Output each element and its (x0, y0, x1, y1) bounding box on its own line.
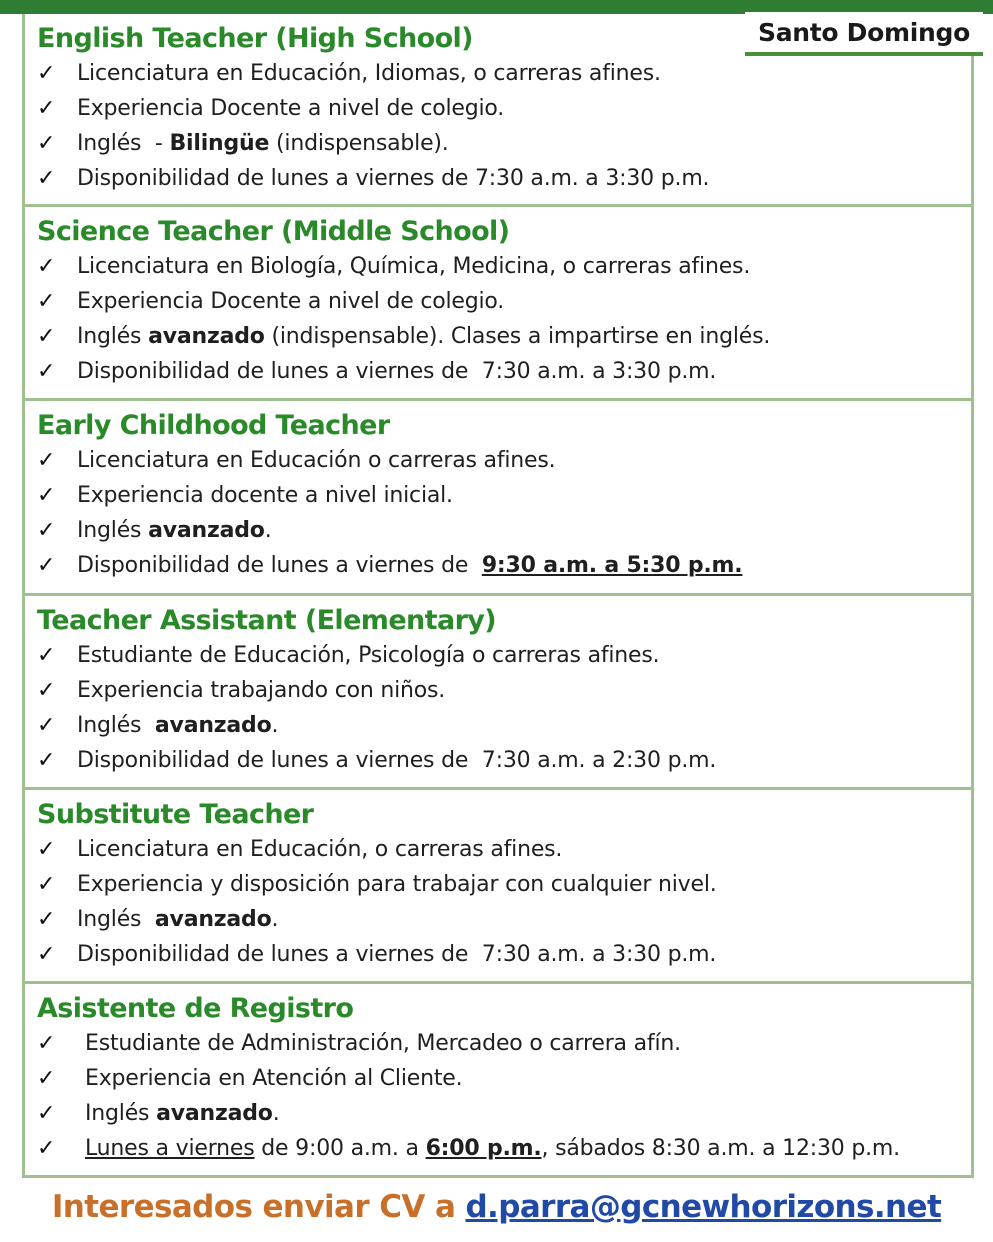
requirement-text (77, 319, 770, 354)
requirement-text-segment: Inglés (77, 713, 155, 738)
requirement-item (37, 867, 971, 902)
requirement-text (85, 1131, 900, 1166)
requirement-text (77, 937, 716, 972)
requirement-text (77, 354, 716, 389)
requirement-text-segment: Estudiante de Educación, Psicología o carreras afines. (77, 643, 660, 668)
requirement-list (37, 832, 971, 972)
requirement-text-segment: (indispensable). (269, 131, 449, 156)
checkmark-icon: ✓ (37, 553, 56, 578)
requirement-text-segment: Experiencia Docente a nivel de colegio. (77, 289, 505, 314)
requirement-text-segment: avanzado (154, 907, 272, 932)
requirement-item (37, 937, 971, 972)
requirement-item (37, 126, 971, 161)
checkmark-icon: ✓ (37, 518, 56, 543)
requirement-text (77, 548, 742, 583)
job-teacher-assistant (25, 596, 971, 790)
requirement-item (37, 1026, 971, 1061)
requirement-item (37, 354, 971, 389)
checkmark-icon: ✓ (37, 96, 56, 121)
job-early-childhood-teacher (25, 401, 971, 596)
requirement-item (37, 319, 971, 354)
location-badge: Santo Domingo (745, 12, 983, 56)
requirement-text-segment: Lunes a viernes (85, 1136, 255, 1161)
checkmark-icon: ✓ (37, 448, 56, 473)
requirement-text-segment: Experiencia docente a nivel inicial. (77, 483, 453, 508)
requirement-item (37, 832, 971, 867)
requirement-text (77, 284, 504, 319)
job-science-teacher (25, 207, 971, 401)
contact-prefix: Interesados enviar CV a (51, 1189, 466, 1225)
requirement-item (37, 1096, 971, 1131)
checkmark-icon: ✓ (37, 483, 56, 508)
requirement-text-segment: avanzado (156, 1101, 273, 1126)
requirement-text-segment: . (264, 518, 272, 543)
checkmark-icon: ✓ (37, 748, 56, 773)
requirement-item (37, 513, 971, 548)
job-asistente-de-registro (25, 984, 971, 1178)
requirement-text (77, 443, 555, 478)
job-title: Teacher Assistant (Elementary) (37, 605, 497, 636)
requirement-text-segment: Inglés (77, 518, 149, 543)
requirement-list (37, 1026, 971, 1166)
requirement-item (37, 478, 971, 513)
requirement-text-segment: Inglés (85, 1101, 157, 1126)
requirement-text-segment: avanzado (154, 713, 272, 738)
requirement-text-segment: Disponibilidad de lunes a viernes de 7:30 a.m. a 3:30 p.m. (77, 359, 717, 384)
requirement-text (77, 161, 709, 196)
checkmark-icon: ✓ (37, 1136, 56, 1161)
requirement-text-segment: 6:00 p.m. (425, 1136, 542, 1161)
checkmark-icon: ✓ (37, 1101, 56, 1126)
requirement-item (37, 743, 971, 778)
checkmark-icon: ✓ (37, 289, 56, 314)
requirement-text-segment: Experiencia en Atención al Cliente. (85, 1066, 463, 1091)
checkmark-icon: ✓ (37, 166, 56, 191)
job-list (22, 14, 974, 1178)
requirement-text (85, 1061, 462, 1096)
job-title: Substitute Teacher (37, 799, 314, 830)
requirement-text-segment: Experiencia Docente a nivel de colegio. (77, 96, 505, 121)
requirement-item (37, 443, 971, 478)
requirement-list (37, 443, 971, 583)
requirement-text-segment: Inglés - (77, 131, 170, 156)
checkmark-icon: ✓ (37, 131, 56, 156)
requirement-text-segment: 9:30 a.m. a 5:30 p.m. (481, 553, 743, 578)
requirement-text-segment: Licenciatura en Educación, Idiomas, o carreras afines. (77, 61, 661, 86)
job-title: Early Childhood Teacher (37, 410, 390, 441)
requirement-text-segment: Inglés (77, 907, 155, 932)
requirement-text-segment: . (271, 713, 279, 738)
requirement-text (77, 56, 661, 91)
checkmark-icon: ✓ (37, 1031, 56, 1056)
checkmark-icon: ✓ (37, 643, 56, 668)
requirement-text-segment: Disponibilidad de lunes a viernes de 7:30 a.m. a 3:30 p.m. (77, 166, 710, 191)
requirement-text-segment: (indispensable). Clases a impartirse en inglés. (264, 324, 771, 349)
requirement-text-segment: Licenciatura en Educación o carreras afines. (77, 448, 556, 473)
requirement-text (77, 249, 750, 284)
contact-line (0, 1185, 993, 1229)
checkmark-icon: ✓ (37, 837, 56, 862)
checkmark-icon: ✓ (37, 907, 56, 932)
requirement-item (37, 91, 971, 126)
requirement-text (77, 708, 278, 743)
requirement-item (37, 548, 971, 583)
checkmark-icon: ✓ (37, 1066, 56, 1091)
requirement-text-segment: Bilingüe (169, 131, 270, 156)
checkmark-icon: ✓ (37, 872, 56, 897)
requirement-list (37, 56, 971, 196)
requirement-item (37, 1131, 971, 1166)
requirement-text (77, 673, 445, 708)
requirement-item (37, 249, 971, 284)
requirement-item (37, 638, 971, 673)
checkmark-icon: ✓ (37, 324, 56, 349)
email-link[interactable]: d.parra@gcnewhorizons.net (465, 1189, 942, 1225)
requirement-text-segment: Disponibilidad de lunes a viernes de 7:30 a.m. a 3:30 p.m. (77, 942, 717, 967)
requirement-text-segment: . (271, 907, 279, 932)
requirement-item (37, 708, 971, 743)
requirement-text (77, 867, 717, 902)
contact-footer (0, 1185, 993, 1242)
job-title: Science Teacher (Middle School) (37, 216, 510, 247)
checkmark-icon: ✓ (37, 713, 56, 738)
requirement-list (37, 638, 971, 778)
requirement-item (37, 1061, 971, 1096)
requirement-text-segment: Licenciatura en Educación, o carreras afines. (77, 837, 563, 862)
checkmark-icon: ✓ (37, 61, 56, 86)
requirement-text (77, 902, 278, 937)
checkmark-icon: ✓ (37, 942, 56, 967)
requirement-text (77, 513, 272, 548)
checkmark-icon: ✓ (37, 678, 56, 703)
requirement-text-segment: Experiencia trabajando con niños. (77, 678, 446, 703)
requirement-text-segment: Licenciatura en Biología, Química, Medicina, o carreras afines. (77, 254, 751, 279)
requirement-text (77, 638, 659, 673)
requirement-item (37, 161, 971, 196)
requirement-text-segment: Estudiante de Administración, Mercadeo o carrera afín. (85, 1031, 681, 1056)
requirement-text (77, 91, 504, 126)
job-title: English Teacher (High School) (37, 23, 473, 54)
requirement-item (37, 902, 971, 937)
requirement-text (77, 478, 453, 513)
requirement-text (85, 1026, 681, 1061)
requirement-text-segment: avanzado (148, 324, 265, 349)
requirement-text-segment: de 9:00 a.m. a (254, 1136, 426, 1161)
requirement-text (85, 1096, 280, 1131)
requirement-text-segment: . (272, 1101, 280, 1126)
checkmark-icon: ✓ (37, 359, 56, 384)
job-substitute-teacher (25, 790, 971, 984)
requirement-text (77, 832, 562, 867)
requirement-text-segment: avanzado (148, 518, 265, 543)
checkmark-icon: ✓ (37, 254, 56, 279)
job-title: Asistente de Registro (37, 993, 354, 1024)
requirement-item (37, 56, 971, 91)
requirement-list (37, 249, 971, 389)
requirement-text (77, 126, 449, 161)
requirement-text-segment: Experiencia y disposición para trabajar con cualquier nivel. (77, 872, 717, 897)
requirement-text-segment: , sábados 8:30 a.m. a 12:30 p.m. (541, 1136, 900, 1161)
requirement-item (37, 284, 971, 319)
requirement-text-segment: Inglés (77, 324, 149, 349)
requirement-text-segment: Disponibilidad de lunes a viernes de 7:30 a.m. a 2:30 p.m. (77, 748, 717, 773)
requirement-item (37, 673, 971, 708)
requirement-text-segment: Disponibilidad de lunes a viernes de (77, 553, 482, 578)
requirement-text (77, 743, 716, 778)
